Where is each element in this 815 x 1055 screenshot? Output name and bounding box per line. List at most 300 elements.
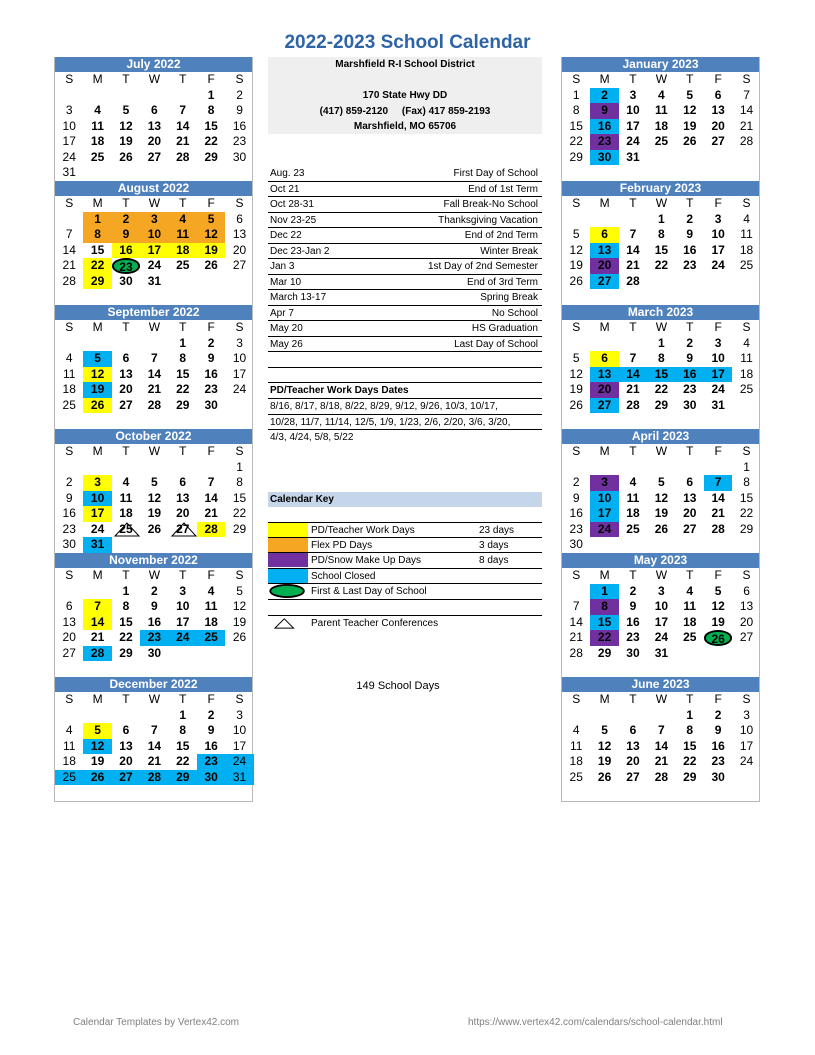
key-row [268,553,542,569]
day-cell: 14 [176,118,190,133]
day-cell: 30 [590,150,618,166]
weekday-header: F [207,320,215,334]
day-cell: 1 [686,707,694,722]
triangle-icon [268,616,308,630]
empty-cell [732,770,760,786]
empty-cell [55,336,83,352]
weekday-header: S [65,692,74,706]
empty-cell [676,537,704,553]
day-cell: 8 [743,475,750,489]
day-cell: 8 [179,351,187,365]
event-name: No School [491,307,538,319]
school-days-count: 149 School Days [356,680,440,692]
weekday-header: S [742,568,751,582]
day-cell: 12 [232,599,247,613]
day-cell: 21 [147,382,162,396]
empty-cell [169,646,197,662]
day-cell: 26 [569,273,583,288]
empty-cell [140,165,168,181]
day-cell: 19 [597,754,612,768]
month-2 [54,305,253,430]
weekday-header: F [207,444,215,458]
day-cell: 7 [151,351,158,365]
day-cell: 12 [119,118,133,133]
day-cell: 8 [572,103,580,117]
weekday-header: T [179,444,187,458]
day-cell: 5 [83,723,111,739]
empty-cell [647,274,675,290]
empty-cell [619,289,647,305]
key-label: PD/Snow Make Up Days [311,555,422,566]
day-cell: 21 [739,118,754,133]
day-cell: 19 [197,243,225,259]
day-cell: 2 [629,583,637,598]
weekday-header: T [179,72,187,86]
day-cell: 22 [654,258,669,272]
day-cell: 22 [176,754,190,768]
empty-cell [619,165,647,181]
day-cell: 12 [83,739,111,755]
day-cell: 9 [590,103,618,119]
weekday-header: M [599,72,610,86]
empty-cell [647,708,675,724]
weekday-header: F [714,320,722,334]
empty-cell [619,537,647,553]
event-name: Fall Break-No School [443,199,538,210]
empty-cell [83,584,111,600]
weekday-header: T [179,196,187,210]
day-cell: 27 [711,134,725,148]
day-cell: 17 [626,118,640,133]
empty-cell [590,537,618,553]
day-cell: 24 [654,630,669,644]
weekday-header: S [235,196,244,210]
key-swatch [268,523,308,537]
weekday-header: S [742,444,751,458]
day-cell: 9 [686,351,694,365]
day-cell: 24 [711,382,725,396]
weekday-header: S [65,320,74,334]
weekday-header: M [92,320,103,334]
day-cell: 6 [236,211,243,226]
weekday-header: T [629,196,637,210]
empty-cell [140,785,168,801]
empty-cell [676,460,704,476]
day-cell: 6 [122,351,130,365]
day-cell: 4 [743,335,750,350]
month-title: March 2023 [562,305,759,320]
day-cell: 4 [686,583,694,598]
day-cell: 21 [626,258,640,272]
day-cell: 28 [176,149,190,164]
day-cell: 14 [654,738,669,753]
day-cell: 28 [83,646,111,662]
day-cell: 20 [176,506,190,520]
empty-cell [225,165,253,181]
day-cell: 21 [711,506,725,520]
empty-cell [225,398,253,414]
empty-cell [732,289,760,305]
day-cell: 13 [590,243,618,259]
day-cell: 12 [683,103,697,117]
day-cell: 16 [147,614,162,629]
month-title: October 2022 [55,429,252,444]
event-row [268,337,542,353]
day-cell: 11 [62,366,76,381]
day-cell: 25 [569,769,583,784]
day-cell: 22 [590,630,618,646]
empty-cell [197,646,225,662]
empty-cell [140,537,168,553]
event-date: May 20 [270,323,303,334]
day-cell: 8 [590,599,618,615]
event-date: March 13-17 [270,292,327,303]
day-cell: 2 [65,475,73,489]
weekday-header: W [148,444,161,458]
empty-cell [704,274,732,290]
event-name: Last Day of School [454,338,538,350]
day-cell: 13 [119,738,133,753]
day-cell: 23 [683,258,697,272]
weekday-header: M [92,196,103,210]
weekday-header: M [92,692,103,706]
day-cell: 9 [207,723,215,737]
empty-cell [140,413,168,429]
empty-cell [676,165,704,181]
weekday-header: T [122,320,130,334]
day-cell: 2 [686,335,694,350]
day-cell: 9 [65,490,73,505]
weekday-header: F [714,568,722,582]
weekday-header: W [655,568,668,582]
day-cell: 24 [90,521,105,536]
empty-cell [590,460,618,476]
day-cell: 3 [179,583,187,598]
day-cell: 14 [204,490,218,505]
day-cell: 22 [739,506,754,520]
weekday-header: T [629,444,637,458]
day-cell: 13 [232,227,247,241]
empty-cell [562,289,590,305]
day-cell: 16 [569,506,583,520]
weekday-header: S [65,568,74,582]
event-name: End of 3rd Term [467,276,538,288]
day-cell: 3 [83,475,111,491]
key-count: 3 days [479,539,509,551]
weekday-header: W [148,72,161,86]
day-cell: 19 [569,258,583,272]
day-cell: 18 [654,118,669,133]
day-cell: 27 [112,770,140,786]
day-cell: 27 [739,630,754,644]
day-cell: 15 [569,118,583,133]
day-cell: 14 [147,366,162,381]
empty-cell [225,661,253,677]
day-cell: 25 [90,149,105,164]
key-label: PD/Teacher Work Days [311,525,415,536]
day-cell: 4 [207,583,215,598]
month-1 [54,181,253,306]
empty-cell [112,413,140,429]
day-cell: 10 [626,103,640,117]
event-date: May 26 [270,338,303,350]
day-cell: 10 [140,227,168,243]
day-cell: 10 [654,599,669,613]
day-cell: 27 [169,522,197,538]
empty-cell [83,708,111,724]
day-cell: 17 [140,243,168,259]
empty-cell [619,661,647,677]
day-cell: 7 [65,227,73,241]
day-cell: 30 [204,397,218,412]
day-cell: 29 [739,521,754,536]
day-cell: 20 [119,754,133,768]
day-cell: 17 [654,614,669,629]
day-cell: 11 [655,103,668,117]
day-cell: 18 [739,366,754,381]
empty-cell [676,785,704,801]
empty-cell [140,460,168,476]
day-cell: 13 [590,367,618,383]
empty-cell [83,785,111,801]
day-cell: 6 [590,227,618,243]
day-cell: 29 [119,645,133,660]
day-cell: 23 [112,258,140,274]
day-cell: 3 [714,335,722,350]
day-cell: 13 [119,366,133,381]
day-cell: 22 [683,754,697,768]
day-cell: 14 [626,242,640,257]
district-address: 170 State Hwy DD [362,90,448,101]
event-row [268,244,542,260]
day-cell: 26 [232,630,247,644]
empty-cell [169,88,197,104]
day-cell: 7 [179,103,187,117]
day-cell: 27 [232,258,247,272]
day-cell: 18 [626,506,640,520]
weekday-header: T [122,692,130,706]
day-cell: 1 [743,459,750,474]
day-cell: 14 [619,367,647,383]
day-cell: 19 [232,614,247,629]
day-cell: 2 [112,212,140,228]
day-cell: 14 [569,614,583,629]
day-cell: 27 [590,398,618,414]
day-cell: 25 [62,397,76,412]
month-6 [561,57,760,182]
weekday-header: W [148,692,161,706]
weekday-header: F [714,196,722,210]
day-cell: 7 [704,475,732,491]
empty-cell [83,460,111,476]
empty-cell [169,165,197,181]
day-cell: 2 [590,88,618,104]
empty-cell [562,460,590,476]
day-cell: 9 [572,490,580,505]
day-cell: 26 [204,258,218,272]
empty-cell [55,661,83,677]
day-cell: 24 [711,258,725,272]
key-row-conference [268,615,542,631]
event-date: Dec 23-Jan 2 [270,245,330,257]
day-cell: 30 [147,645,162,660]
event-row [268,321,542,337]
day-cell: 13 [626,738,640,753]
empty-cell [55,584,83,600]
weekday-header: S [742,72,751,86]
day-cell: 2 [151,583,158,598]
day-cell: 10 [83,491,111,507]
month-title: December 2022 [55,677,252,692]
empty-cell [590,708,618,724]
day-cell: 26 [597,769,612,784]
day-cell: 13 [711,103,725,117]
weekday-header: T [686,320,694,334]
district-phone: (417) 859-2120 (Fax) 417 859-2193 [319,105,491,117]
day-cell: 2 [236,87,243,102]
day-cell: 10 [176,599,190,613]
empty-cell [169,460,197,476]
weekday-header: F [714,444,722,458]
day-cell: 16 [62,506,76,520]
event-row [268,197,542,213]
weekday-header: M [92,444,103,458]
day-cell: 11 [740,227,753,241]
empty-cell [647,150,675,166]
day-cell: 10 [711,351,725,365]
day-cell: 8 [658,227,665,241]
key-swatch [268,569,308,583]
footer-url: https://www.vertex42.com/calendars/school-calendar.html [468,1017,723,1028]
day-cell: 17 [232,738,247,753]
day-cell: 12 [597,738,612,753]
day-cell: 16 [112,243,140,259]
day-cell: 11 [169,227,197,243]
day-cell: 7 [658,723,665,737]
empty-cell [562,336,590,352]
day-cell: 6 [629,723,637,737]
key-row [268,569,542,585]
day-cell: 26 [119,149,133,164]
weekday-header: S [572,72,581,86]
weekday-header: T [122,196,130,210]
day-cell: 27 [626,769,640,784]
day-cell: 18 [739,242,754,257]
day-cell: 18 [62,382,76,396]
empty-cell [647,661,675,677]
day-cell: 1 [236,459,243,474]
empty-cell [732,413,760,429]
month-title: April 2023 [562,429,759,444]
day-cell: 21 [204,506,218,520]
month-title: September 2022 [55,305,252,320]
empty-cell [676,289,704,305]
day-cell: 21 [147,754,162,768]
day-cell: 5 [83,351,111,367]
day-cell: 18 [119,506,133,520]
day-cell: 25 [176,258,190,272]
day-cell: 15 [654,242,669,257]
day-cell: 20 [119,382,133,396]
empty-cell [732,785,760,801]
weekday-header: F [207,72,215,86]
day-cell: 11 [740,351,753,365]
empty-cell [55,88,83,104]
day-cell: 20 [62,630,76,644]
day-cell: 11 [683,599,697,613]
day-cell: 20 [590,382,618,398]
event-date: Apr 7 [270,307,294,319]
empty-cell [225,289,253,305]
day-cell: 29 [654,397,669,412]
day-cell: 30 [569,537,583,551]
empty-cell [647,289,675,305]
day-cell: 12 [711,599,725,613]
key-swatch [268,553,308,567]
empty-cell [704,289,732,305]
day-cell: 22 [176,382,190,396]
day-cell: 29 [169,770,197,786]
day-cell: 1 [207,87,215,102]
weekday-header: S [235,568,244,582]
day-cell: 22 [204,134,218,148]
day-cell: 29 [204,149,218,164]
weekday-header: T [629,692,637,706]
empty-cell [225,646,253,662]
empty-cell [169,661,197,677]
day-cell: 28 [654,769,669,784]
weekday-header: T [122,568,130,582]
event-row [268,213,542,229]
empty-cell [83,289,111,305]
empty-cell [590,289,618,305]
weekday-header: W [655,320,668,334]
day-cell: 5 [151,475,158,489]
empty-cell [704,646,732,662]
pd-dates-line: 8/16, 8/17, 8/18, 8/22, 8/29, 9/12, 9/26, 10/3, 10/17, [268,399,542,415]
day-cell: 19 [654,506,669,520]
day-cell: 23 [197,754,225,770]
day-cell: 28 [569,645,583,660]
weekday-header: T [686,692,694,706]
day-cell: 20 [626,754,640,768]
day-cell: 5 [197,212,225,228]
weekday-header: M [599,568,610,582]
event-name: Winter Break [480,245,538,257]
empty-cell [676,274,704,290]
day-cell: 27 [147,149,162,164]
day-cell: 25 [683,630,697,644]
day-cell: 12 [569,242,583,257]
weekday-header: T [686,196,694,210]
day-cell: 21 [90,630,105,644]
key-swatch [268,538,308,552]
day-cell: 14 [739,103,754,117]
day-cell: 9 [629,599,637,613]
day-cell: 11 [91,118,104,133]
empty-cell [562,708,590,724]
day-cell: 25 [55,770,83,786]
day-cell: 12 [654,490,669,505]
day-cell: 3 [743,707,750,722]
empty-cell [562,785,590,801]
day-cell: 22 [654,382,669,396]
day-cell: 17 [704,367,732,383]
footer-credit: Calendar Templates by Vertex42.com [73,1017,240,1028]
day-cell: 7 [83,599,111,615]
empty-cell [704,785,732,801]
event-date: Jan 3 [270,261,295,272]
